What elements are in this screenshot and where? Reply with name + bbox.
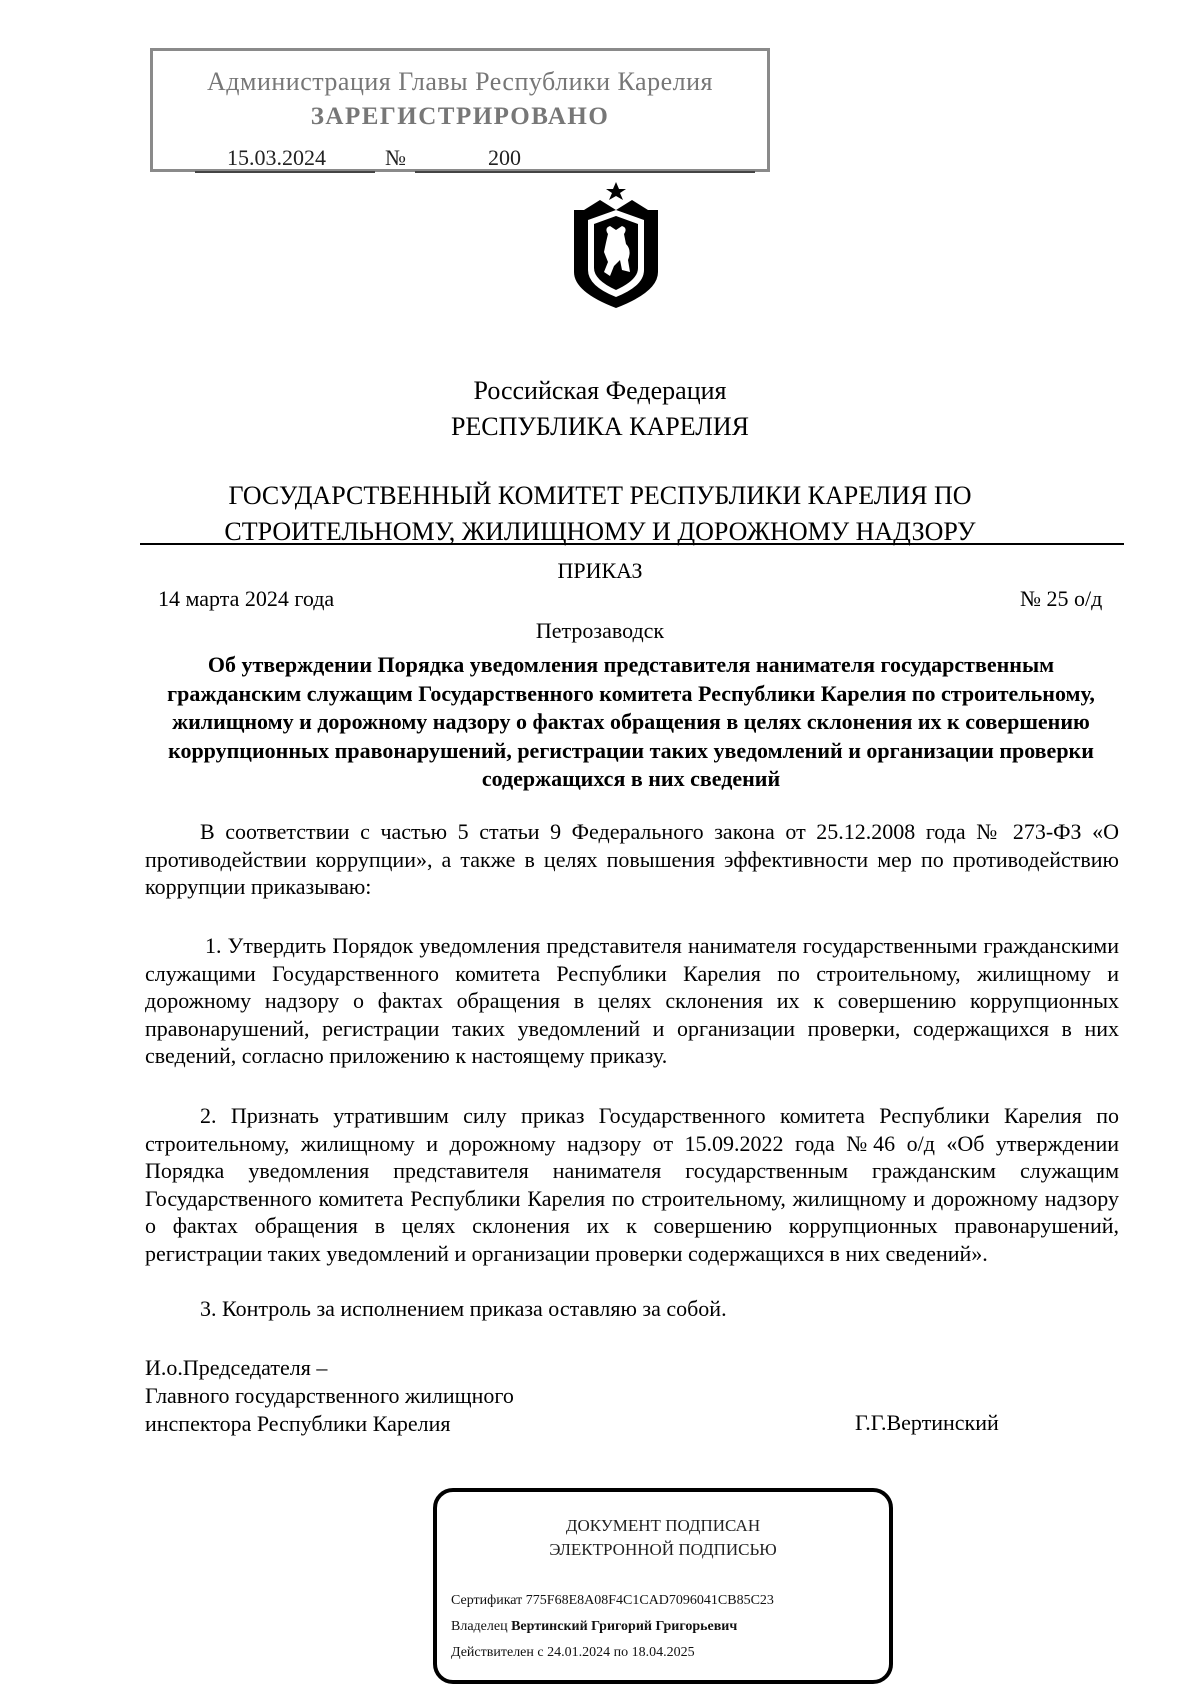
signatory-name: Г.Г.Вертинский [855, 1410, 999, 1435]
stamp-number-underline [415, 171, 755, 173]
country-name: Российская Федерация [473, 376, 727, 405]
esig-owner-row [451, 1619, 737, 1635]
stamp-status: ЗАРЕГИСТРИРОВАНО [310, 103, 610, 130]
document-date: 14 марта 2024 года [158, 586, 335, 611]
document-number: № 25 о/д [1020, 586, 1103, 611]
esig-valid-to: 18.04.2025 [631, 1645, 695, 1660]
signatory-position-line3: инспектора Республики Карелия [145, 1411, 451, 1436]
signatory-position [145, 1354, 514, 1438]
intro-paragraph: В соответствии с частью 5 статьи 9 Федерального закона от 25.12.2008 года № 273-ФЗ «О противодействии коррупции», а также в целях повышения эффективности мер по противодействию коррупции приказываю: [145, 819, 1119, 899]
registration-stamp [150, 48, 770, 172]
header-divider [140, 543, 1124, 545]
esig-title-line2: ЭЛЕКТРОННОЙ ПОДПИСЬЮ [549, 1540, 777, 1559]
republic-name: РЕСПУБЛИКА КАРЕЛИЯ [450, 412, 750, 441]
esig-certificate-label: Сертификат [451, 1593, 523, 1608]
esig-valid-label: Действителен [451, 1645, 534, 1660]
stamp-date-underline [195, 171, 375, 173]
committee-name-line1: ГОСУДАРСТВЕННЫЙ КОМИТЕТ РЕСПУБЛИКИ КАРЕЛИЯ ПО [228, 481, 972, 510]
committee-name [0, 478, 1200, 550]
document-type: ПРИКАЗ [557, 558, 643, 583]
document-city: Петрозаводск [535, 618, 665, 643]
esig-validity-row [451, 1645, 695, 1661]
esig-valid-from-prefix: с [537, 1645, 544, 1660]
esig-valid-to-prefix: по [613, 1645, 629, 1660]
committee-name-line2: СТРОИТЕЛЬНОМУ, ЖИЛИЩНОМУ И ДОРОЖНОМУ НАДЗОРУ [224, 517, 976, 546]
esig-title-line1: ДОКУМЕНТ ПОДПИСАН [565, 1516, 761, 1535]
stamp-date: 15.03.2024 [227, 145, 326, 170]
document-title: Об утверждении Порядка уведомления представителя нанимателя государственным гражданским служащим Государственного комитета Республики Карелия по строительному, жилищному и дорожному надзору о фактах обращения в целях склонения их к совершению коррупционных правонарушений, регистрации таких уведомлений и организации проверки содержащихся в них сведений [167, 652, 1095, 791]
esig-certificate-row [451, 1593, 774, 1609]
order-item-3: 3. Контроль за исполнением приказа оставляю за собой. [200, 1296, 727, 1321]
esig-owner-label: Владелец [451, 1619, 508, 1634]
signatory-position-line1: И.о.Председателя – [145, 1355, 328, 1380]
coat-of-arms-icon [570, 180, 662, 310]
signatory-position-line2: Главного государственного жилищного [145, 1383, 514, 1408]
electronic-signature-stamp [433, 1488, 893, 1684]
order-item-1: 1. Утвердить Порядок уведомления представителя нанимателя государственными гражданскими служащими Государственного комитета Республики Карелия по строительному, жилищному и дорожному надзору о фактах обращения в целях склонения их к совершению коррупционных правонарушений, регистрации таких уведомлений и организации проверки, содержащихся в них сведений, согласно приложению к настоящему приказу. [145, 933, 1119, 1068]
stamp-organization: Администрация Главы Республики Карелия [207, 67, 713, 96]
esig-valid-from: 24.01.2024 [547, 1645, 611, 1660]
esig-owner-value: Вертинский Григорий Григорьевич [511, 1619, 738, 1634]
stamp-number-sign: № [385, 145, 406, 170]
esig-certificate-value: 775F68E8A08F4C1CAD7096041CB85C23 [525, 1593, 774, 1608]
order-item-2: 2. Признать утратившим силу приказ Государственного комитета Республики Карелия по строительному, жилищному и дорожному надзору от 15.09.2022 года №46 о/д «Об утверждении Порядка уведомления представителя нанимателя государственным гражданским служащим Государственного комитета Республики Карелия по строительному, жилищному и дорожному надзору о фактах обращения в целях склонения их к совершению коррупционных правонарушений, регистрации таких уведомлений и организации проверки содержащихся в них сведений». [145, 1103, 1119, 1266]
stamp-number: 200 [488, 145, 521, 170]
